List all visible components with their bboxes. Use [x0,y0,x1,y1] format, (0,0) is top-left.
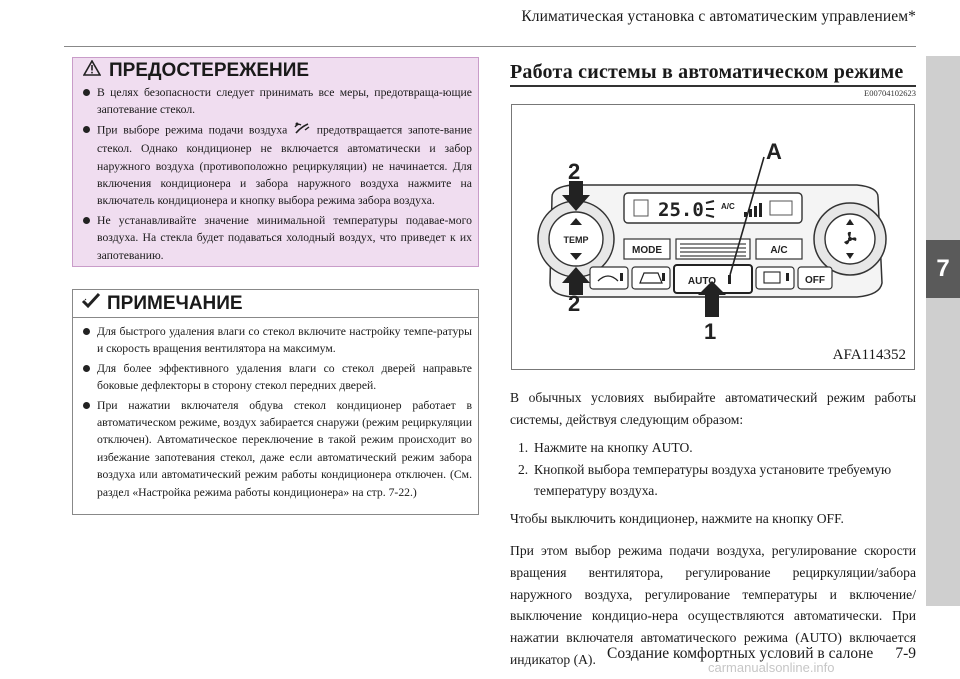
note-item: Для более эффективного удаления влаги со стекол дверей направьте боковые дефлекторы в сторону стекол передних дверей. [83,360,472,395]
ac-button-label: A/C [770,245,788,256]
indicator-light [662,273,665,281]
indicator-light [620,273,623,281]
off-button-label: OFF [805,275,825,286]
warning-triangle-icon [83,60,101,82]
windshield-defrost-mode-icon [293,121,311,140]
figure-id: AFA114352 [832,347,906,363]
climate-control-panel-illustration [512,105,914,369]
footer-section-name: Создание комфортных условий в салоне [606,645,874,662]
auto-paragraph: При этом выбор режима подачи воздуха, регулирование скорости вращения вентилятора, регулирование рециркуляции/забора наружного воздуха, регулирование температуры и включение/выключение кондицио-нера осуществляются автоматически. При нажатии включателя автоматического режима (AUTO) включается индикатор (A). [510,543,916,667]
mode-button-label: MODE [632,245,662,256]
indicator-light [786,273,789,281]
note-title: ПРИМЕЧАНИЕ [107,292,243,314]
section-title: Работа системы в автоматическом режиме [510,57,916,87]
warning-item: При выборе режима подачи воздуха предотвращается запоте-вание стекол. Однако кондиционер не включается автоматически и забор наружного воздуха (противоположно рециркуляции) не начинается. Для включения кондиционера и забора наружного воздуха нажмите на включатель кондиционера и кнопку выбора режима забора воздуха. [83,121,472,210]
callout-a: A [766,139,782,164]
note-header [73,290,478,318]
warning-item: Не устанавливайте значение минимальной температуры подавае-мого воздуха. На стекла будет подаваться холодный воздух, что приведет к их запотеванию. [83,212,472,264]
temp-knob-label: TEMP [563,235,589,245]
header-divider [64,46,916,47]
bullet-icon [83,126,90,133]
callout-2-top: 2 [568,159,581,184]
checkmark-icon [81,292,101,316]
climate-panel-figure [511,104,915,370]
display-ac-label: A/C [721,202,735,211]
chapter-side-tab [926,56,960,606]
warning-item: В целях безопасности следует принимать все меры, предотвраща-ющие запотевание стекол. [83,84,472,119]
warning-box [72,57,479,267]
callout-2-bottom: 2 [568,291,581,316]
off-paragraph: Чтобы выключить кондиционер, нажмите на кнопку OFF. [510,511,844,526]
bullet-icon [83,217,90,224]
auto-button-label: AUTO [687,276,717,287]
note-item: При нажатии включателя обдува стекол кондиционер работает в автоматическом режиме, воздух забирается снаружи (режим рециркуляции отключен). Автоматическое переключение в такой режим происходит во избежание запотевания стекол, даже если автоматический режим забора воздуха или автоматический режим работы кондиционера отключен. (См. раздел «Настройка режима работы кондиционера» на стр. 7-22.) [83,397,472,501]
steps-list [518,437,916,502]
bullet-icon [83,365,90,372]
note-box [72,289,479,515]
bullet-icon [83,328,90,335]
step-item: 1. Нажмите на кнопку AUTO. [518,440,693,455]
warning-title: ПРЕДОСТЕРЕЖЕНИЕ [109,60,310,81]
note-list [73,318,478,501]
page-number: 7-9 [895,645,916,662]
chapter-number-badge[interactable]: 7 [926,240,960,298]
warning-header [73,58,478,84]
bullet-icon [83,402,90,409]
callout-1: 1 [704,319,717,344]
display-temperature: 25.0 [658,199,704,221]
bullet-icon [83,89,90,96]
note-item: Для быстрого удаления влаги со стекол включите настройку темпе-ратуры и скорость вращения вентилятора на максимум. [83,323,472,358]
auto-indicator-light [728,275,731,284]
page-header: Климатическая установка с автоматическим управлением* [521,8,916,25]
section-reference-code: E00704102623 [864,88,916,98]
intro-paragraph: В обычных условиях выбирайте автоматический режим работы системы, действуя следующим образом: [510,390,916,427]
watermark: carmanualsonline.info [708,660,835,675]
warning-list [73,84,478,264]
step-item: 2. Кнопкой выбора температуры воздуха установите требуемую температуру воздуха. [518,461,892,498]
